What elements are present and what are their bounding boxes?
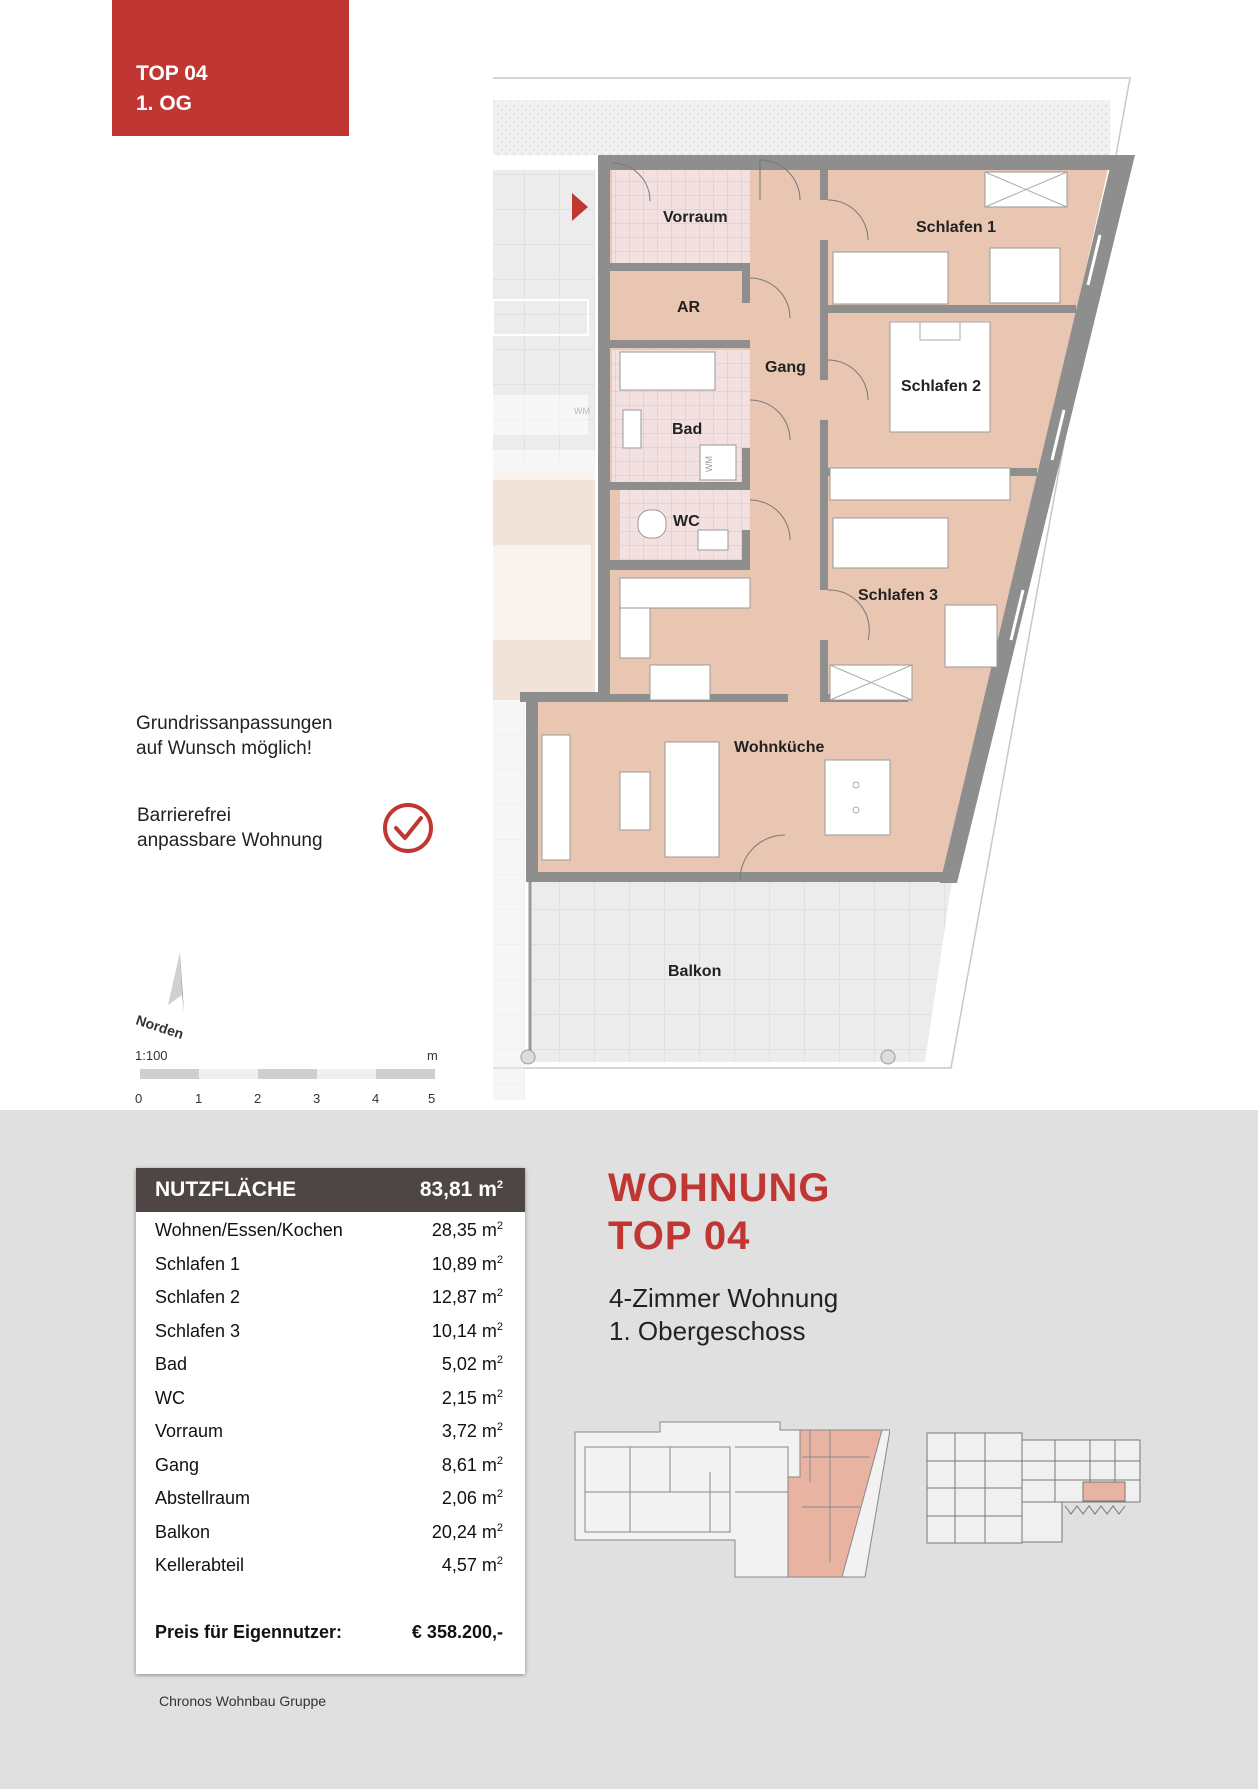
area-row-value-wrap <box>432 1522 503 1552</box>
unit-sup: 2 <box>496 1320 503 1333</box>
area-row-value: 5,02 m <box>441 1354 497 1374</box>
area-row-label: Vorraum <box>155 1421 224 1441</box>
area-row-label: Kellerabteil <box>155 1555 245 1575</box>
area-row-label: Schlafen 1 <box>155 1253 241 1274</box>
area-row <box>155 1354 503 1384</box>
title-line1: WOHNUNG <box>608 1166 831 1210</box>
subtitle-line1: 4-Zimmer Wohnung <box>609 1283 839 1313</box>
barrier-free-note-line1: Barrierefrei <box>137 805 231 826</box>
unit-sup: 2 <box>496 1179 503 1191</box>
scale-tick: 5 <box>428 1091 436 1106</box>
area-row <box>155 1555 503 1585</box>
barrier-free-note <box>137 803 323 853</box>
room-label-ar: AR <box>677 299 701 316</box>
gravel-strip <box>493 100 1110 155</box>
area-row <box>155 1287 503 1317</box>
area-row-label: Wohnen/Essen/Kochen <box>155 1220 343 1240</box>
unit-sup: 2 <box>496 1354 503 1366</box>
bad-wm-label: WM <box>704 456 714 472</box>
unit-sup: 2 <box>496 1253 503 1266</box>
area-row-value: 10,89 m <box>431 1253 497 1274</box>
unit-sup: 2 <box>496 1454 503 1467</box>
room-label-bad: Bad <box>672 421 703 438</box>
area-row <box>155 1522 503 1552</box>
area-row-value-wrap <box>432 1287 503 1317</box>
area-row-label: Balkon <box>155 1521 211 1542</box>
area-row-label: Gang <box>155 1454 200 1475</box>
area-row-value: 2,06 m <box>441 1488 497 1508</box>
area-row <box>155 1254 503 1284</box>
badge-unit: TOP 04 <box>136 62 208 85</box>
area-row-value-wrap <box>442 1488 503 1518</box>
title-line2: TOP 04 <box>608 1214 751 1258</box>
area-row-value-wrap <box>442 1354 503 1384</box>
compass-label: Norden <box>134 1011 186 1042</box>
check-circle-icon <box>385 805 431 851</box>
scale-tick: 2 <box>254 1091 262 1106</box>
area-row <box>155 1321 503 1351</box>
scale-unit: m <box>427 1048 438 1063</box>
unit-sup: 2 <box>496 1488 503 1500</box>
building-keyplan <box>570 1412 890 1582</box>
custom-layout-note-line2: auf Wunsch möglich! <box>136 738 313 759</box>
room-label-wohnkueche: Wohnküche <box>734 739 825 756</box>
area-row-value-wrap <box>442 1455 503 1485</box>
unit-sup: 2 <box>496 1421 503 1433</box>
scale-tick: 1 <box>195 1091 203 1106</box>
barrier-free-note-line2: anpassbare Wohnung <box>137 830 323 851</box>
area-row-value: 10,14 m <box>431 1320 497 1341</box>
room-label-balkon: Balkon <box>668 963 722 980</box>
area-row-value: 20,24 m <box>431 1521 497 1542</box>
area-row <box>155 1421 503 1451</box>
room-label-vorraum: Vorraum <box>663 209 728 226</box>
area-table <box>136 1168 525 1674</box>
neighbour-wm-label: WM <box>574 406 590 416</box>
area-row-label: Abstellraum <box>155 1488 251 1508</box>
room-label-wc: WC <box>673 513 700 530</box>
area-row-value-wrap <box>442 1555 503 1585</box>
unit-sup: 2 <box>496 1220 503 1232</box>
area-row-value-wrap <box>432 1220 503 1250</box>
area-row-value-wrap <box>432 1321 503 1351</box>
room-label-schlafen-1: Schlafen 1 <box>916 219 997 236</box>
custom-layout-note-line1: Grundrissanpassungen <box>136 713 333 734</box>
area-row-label: Schlafen 3 <box>155 1320 241 1341</box>
scale-tick: 0 <box>135 1091 143 1106</box>
scale-bar <box>140 1069 435 1079</box>
price-label: Preis für Eigennutzer: <box>155 1622 343 1642</box>
building-section-keyplan <box>915 1428 1155 1548</box>
area-table-header <box>136 1168 525 1212</box>
scale-ratio: 1:100 <box>135 1048 168 1063</box>
price-row <box>155 1622 503 1643</box>
area-total-value: 83,81 m <box>419 1178 497 1201</box>
unit-sup: 2 <box>496 1287 503 1299</box>
area-row-label: Schlafen 2 <box>155 1287 241 1307</box>
area-row-value: 12,87 m <box>431 1287 497 1307</box>
area-row <box>155 1220 503 1250</box>
badge-floor: 1. OG <box>136 92 193 115</box>
scale-ticks <box>135 1091 435 1106</box>
area-row-value: 4,57 m <box>441 1555 497 1575</box>
room-label-schlafen-2: Schlafen 2 <box>901 378 982 395</box>
area-row-value-wrap <box>442 1388 503 1418</box>
unit-sup: 2 <box>496 1555 503 1567</box>
area-row-value: 2,15 m <box>441 1387 497 1408</box>
area-row-value: 3,72 m <box>441 1421 497 1441</box>
area-row-label: WC <box>155 1387 185 1408</box>
scale-tick: 4 <box>372 1091 380 1106</box>
company-name: Chronos Wohnbau Gruppe <box>159 1693 327 1709</box>
page-subtitle <box>609 1282 838 1348</box>
area-total-value-wrap <box>420 1178 503 1202</box>
price-value: € 358.200,- <box>411 1622 503 1642</box>
area-row-label: Bad <box>155 1354 188 1374</box>
area-row-value-wrap <box>442 1421 503 1451</box>
area-row <box>155 1488 503 1518</box>
area-row-value-wrap <box>432 1254 503 1284</box>
unit-sup: 2 <box>496 1387 503 1400</box>
area-row <box>155 1455 503 1485</box>
room-label-schlafen-3: Schlafen 3 <box>858 587 939 604</box>
custom-layout-note <box>136 711 332 761</box>
area-row-value: 8,61 m <box>441 1454 497 1475</box>
north-arrow-icon <box>168 952 184 1012</box>
unit-sup: 2 <box>496 1521 503 1534</box>
area-total-label: NUTZFLÄCHE <box>155 1178 297 1201</box>
room-label-gang: Gang <box>765 359 806 376</box>
page-title <box>608 1164 831 1260</box>
subtitle-line2: 1. Obergeschoss <box>609 1316 806 1346</box>
area-row-value: 28,35 m <box>431 1220 497 1240</box>
scale-tick: 3 <box>313 1091 321 1106</box>
area-row <box>155 1388 503 1418</box>
balcony-floor <box>530 880 952 1062</box>
